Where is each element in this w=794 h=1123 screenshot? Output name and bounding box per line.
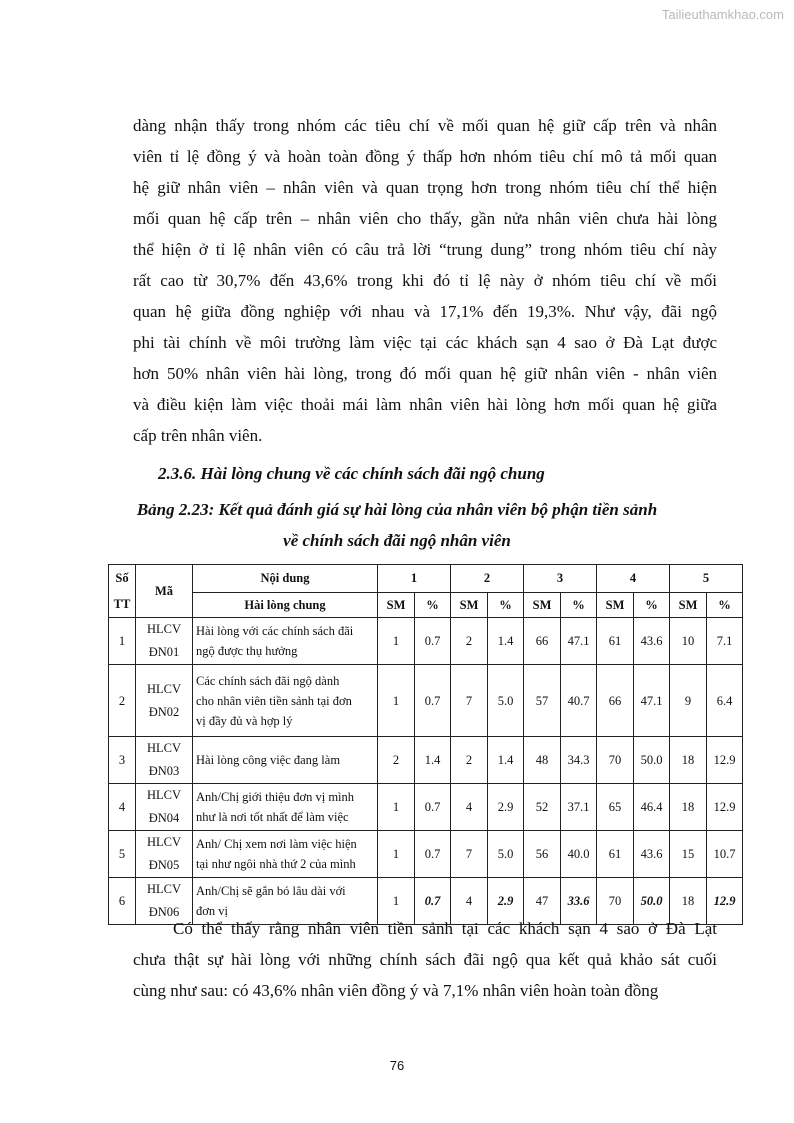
row-code-line: ĐN02 (148, 704, 180, 719)
table-caption-line-1: Bảng 2.23: Kết quả đánh giá sự hài lòng của nhân viên bộ phận tiền sảnh (136, 500, 658, 519)
row-content-line: vị đầy đủ và hợp lý (196, 713, 293, 728)
header-sm: SM (524, 592, 561, 617)
cell-count: 65 (597, 784, 634, 831)
row-content (193, 665, 378, 737)
cell-percent: 43.6 (634, 618, 670, 665)
cell-count: 15 (670, 831, 707, 878)
table-row (109, 737, 743, 784)
cell-count: 1 (378, 618, 415, 665)
row-content-line: ngộ được thụ hưởng (196, 644, 298, 658)
cell-count: 61 (597, 831, 634, 878)
row-code-line: ĐN05 (148, 858, 180, 872)
cell-count: 2 (451, 618, 488, 665)
cell-percent: 43.6 (634, 831, 670, 878)
cell-percent: 50.0 (634, 878, 670, 925)
row-code-line: HLCV (146, 622, 182, 636)
row-stt: 2 (109, 665, 136, 737)
cell-count: 47 (524, 878, 561, 925)
header-level-3: 3 (524, 565, 597, 593)
cell-count: 61 (597, 618, 634, 665)
row-content-line: cho nhân viên tiền sảnh tại đơn (196, 693, 352, 708)
header-pct: % (488, 592, 524, 617)
header-stt (109, 565, 136, 618)
table-row (109, 665, 743, 737)
cell-percent: 40.0 (561, 831, 597, 878)
cell-percent: 1.4 (415, 737, 451, 784)
intro-line: hệ giữ nhân viên – nhân viên và quan trọng hơn trong nhóm tiêu chí thể hiện (133, 178, 717, 197)
conclusion-paragraph (133, 913, 717, 1006)
row-content-line: Các chính sách đãi ngộ dành (196, 673, 340, 688)
header-pct: % (561, 592, 597, 617)
header-sm: SM (597, 592, 634, 617)
row-content (193, 618, 378, 665)
row-code-line: HLCV (146, 741, 182, 755)
cell-count: 7 (451, 665, 488, 737)
cell-percent: 0.7 (415, 618, 451, 665)
conclusion-line: cùng như sau: có 43,6% nhân viên đồng ý và 7,1% nhân viên hoàn toàn đồng (133, 981, 659, 1000)
cell-count: 18 (670, 737, 707, 784)
row-content-line: Anh/ Chị xem nơi làm việc hiện (196, 837, 357, 851)
intro-line: dàng nhận thấy trong nhóm các tiêu chí về mối quan hệ giữ cấp trên và nhân (133, 116, 717, 135)
row-stt: 4 (109, 784, 136, 831)
cell-count: 57 (524, 665, 561, 737)
page-number: 76 (389, 1058, 405, 1073)
intro-line: hơn 50% nhân viên hài lòng, trong đó mối quan hệ giữ nhân viên - nhân viên (133, 364, 717, 383)
row-stt: 1 (109, 618, 136, 665)
cell-count: 1 (378, 665, 415, 737)
cell-count: 70 (597, 737, 634, 784)
cell-count: 7 (451, 831, 488, 878)
cell-count: 1 (378, 831, 415, 878)
row-code (136, 831, 193, 878)
row-code (136, 784, 193, 831)
row-content (193, 831, 378, 878)
row-content-line: Hài lòng công việc đang làm (196, 753, 341, 767)
cell-percent: 0.7 (415, 878, 451, 925)
cell-percent: 5.0 (488, 665, 524, 737)
cell-count: 10 (670, 618, 707, 665)
cell-count: 1 (378, 784, 415, 831)
header-level-5: 5 (670, 565, 743, 593)
row-content-line: tại như ngôi nhà thứ 2 của mình (196, 857, 356, 871)
row-stt: 3 (109, 737, 136, 784)
satisfaction-table (108, 564, 743, 925)
cell-count: 66 (524, 618, 561, 665)
header-pct: % (707, 592, 743, 617)
watermark: Tailieuthamkhao.com (661, 7, 784, 22)
table-caption-line-2: về chính sách đãi ngộ nhân viên (283, 531, 511, 550)
cell-percent: 33.6 (561, 878, 597, 925)
cell-count: 4 (451, 784, 488, 831)
intro-line: và điều kiện làm việc thoải mái làm nhân viên hài lòng hơn mối quan hệ giữa (133, 395, 717, 414)
cell-count: 18 (670, 784, 707, 831)
row-content-line: đơn vị (196, 904, 228, 918)
row-code-line: ĐN01 (148, 645, 180, 659)
row-code-line: ĐN04 (148, 811, 180, 825)
header-stt-label: Số TT (113, 571, 131, 611)
conclusion-line: Có thể thấy rằng nhân viên tiền sảnh tại các khách sạn 4 sao ở Đà Lạt (173, 919, 717, 938)
cell-count: 52 (524, 784, 561, 831)
cell-percent: 1.4 (488, 618, 524, 665)
table-row (109, 831, 743, 878)
row-code (136, 618, 193, 665)
intro-line: cấp trên nhân viên. (133, 426, 263, 445)
cell-percent: 37.1 (561, 784, 597, 831)
row-code-line: HLCV (146, 835, 182, 849)
row-stt: 5 (109, 831, 136, 878)
header-level-4: 4 (597, 565, 670, 593)
cell-count: 4 (451, 878, 488, 925)
header-code: Mã (136, 565, 193, 618)
intro-line: quan hệ giữa đồng nghiệp với nhau và 17,1% đến 19,3%. Như vậy, đãi ngộ (133, 302, 717, 321)
cell-percent: 47.1 (634, 665, 670, 737)
cell-count: 56 (524, 831, 561, 878)
row-code (136, 665, 193, 737)
cell-percent: 5.0 (488, 831, 524, 878)
row-code-line: HLCV (146, 788, 182, 802)
cell-percent: 50.0 (634, 737, 670, 784)
header-pct: % (415, 592, 451, 617)
cell-percent: 2.9 (488, 784, 524, 831)
cell-percent: 40.7 (561, 665, 597, 737)
table-row (109, 784, 743, 831)
conclusion-line: chưa thật sự hài lòng với những chính sách đãi ngộ qua kết quả khảo sát cuối (133, 950, 717, 969)
cell-percent: 1.4 (488, 737, 524, 784)
header-content: Nội dung (193, 565, 378, 593)
cell-count: 9 (670, 665, 707, 737)
row-content-line: Anh/Chị giới thiệu đơn vị mình (196, 790, 355, 804)
row-content-line: Hài lòng với các chính sách đãi (196, 624, 354, 638)
header-sm: SM (670, 592, 707, 617)
intro-line: phi tài chính về môi trường làm việc tại các khách sạn 4 sao ở Đà Lạt được (133, 333, 717, 352)
cell-count: 1 (378, 878, 415, 925)
cell-percent: 2.9 (488, 878, 524, 925)
row-content-line: như là nơi tốt nhất để làm việc (196, 810, 349, 824)
row-content-line: Anh/Chị sẽ gắn bó lâu dài với (196, 884, 346, 898)
cell-count: 70 (597, 878, 634, 925)
row-content (193, 737, 378, 784)
header-sm: SM (451, 592, 488, 617)
cell-percent: 34.3 (561, 737, 597, 784)
cell-percent: 12.9 (707, 784, 743, 831)
intro-line: mối quan hệ cấp trên – nhân viên cho thấy, gần nửa nhân viên chưa hài lòng (133, 209, 717, 228)
cell-percent: 12.9 (707, 878, 743, 925)
header-pct: % (634, 592, 670, 617)
row-code (136, 737, 193, 784)
intro-paragraph (133, 110, 717, 451)
row-code-line: HLCV (146, 882, 182, 896)
intro-line: rất cao từ 30,7% đến 43,6% trong khi đó tỉ lệ này ở nhóm tiêu chí về mối (133, 271, 717, 290)
intro-line: viên tỉ lệ đồng ý và hoàn toàn đồng ý thấp hơn nhóm tiêu chí mô tả mối quan (133, 147, 717, 166)
cell-percent: 46.4 (634, 784, 670, 831)
section-heading: 2.3.6. Hài lòng chung về các chính sách đãi ngộ chung (158, 464, 545, 483)
cell-percent: 12.9 (707, 737, 743, 784)
row-content (193, 784, 378, 831)
table-row (109, 618, 743, 665)
cell-percent: 6.4 (707, 665, 743, 737)
header-sm: SM (378, 592, 415, 617)
row-code-line: ĐN03 (148, 764, 180, 778)
cell-percent: 0.7 (415, 831, 451, 878)
cell-percent: 0.7 (415, 665, 451, 737)
header-group: Hài lòng chung (193, 592, 378, 617)
cell-count: 2 (451, 737, 488, 784)
cell-percent: 0.7 (415, 784, 451, 831)
cell-count: 66 (597, 665, 634, 737)
cell-percent: 7.1 (707, 618, 743, 665)
cell-count: 2 (378, 737, 415, 784)
header-level-2: 2 (451, 565, 524, 593)
intro-line: thể hiện ở tỉ lệ nhân viên có câu trả lời “trung dung” trong nhóm tiêu chí này (133, 240, 717, 259)
row-code-line: ĐN06 (148, 905, 180, 919)
cell-percent: 10.7 (707, 831, 743, 878)
row-stt: 6 (109, 878, 136, 925)
header-level-1: 1 (378, 565, 451, 593)
cell-percent: 47.1 (561, 618, 597, 665)
cell-count: 48 (524, 737, 561, 784)
cell-count: 18 (670, 878, 707, 925)
row-code-line: HLCV (146, 681, 182, 696)
